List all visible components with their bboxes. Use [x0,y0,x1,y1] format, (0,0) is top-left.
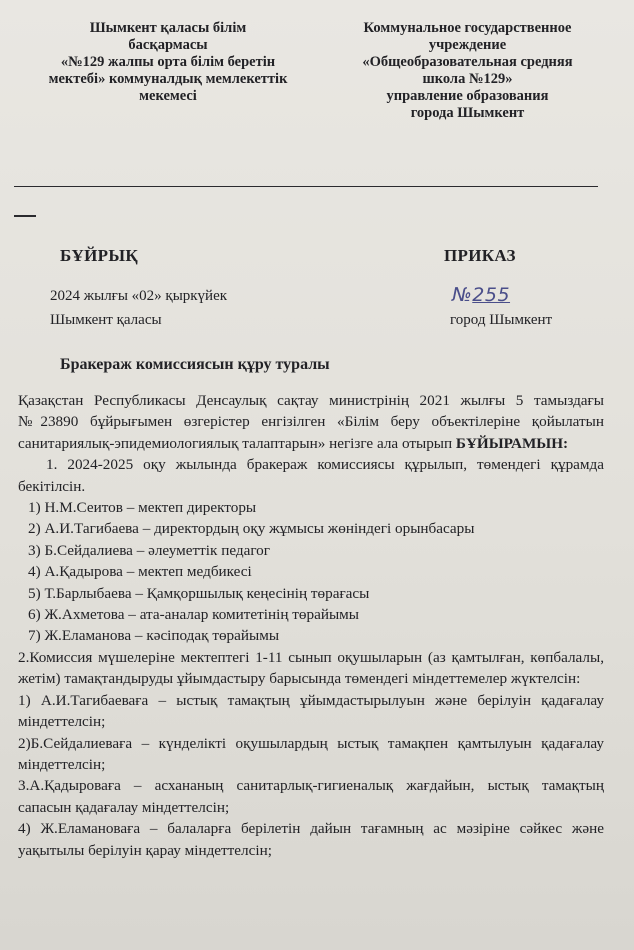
header-right-line: школа №129» [422,71,513,87]
handwritten-number: 255 [472,284,511,306]
header-left-line: басқармасы [128,37,208,53]
order-body [18,390,604,861]
header-right-ru [335,20,600,122]
paragraph-1: 1. 2024-2025 оқу жылында бракераж комиссиясы құрылып, төмендегі құрамда бекітілсін. [18,456,604,495]
order-subject: Бракераж комиссиясын құру туралы [60,356,330,373]
header-left-kz [18,20,318,105]
order-city-ru: город Шымкент [450,312,553,328]
divider-stub [14,215,36,217]
header-right-line: учреждение [428,37,507,53]
duty-item: 4) Ж.Еламановаға – балаларға берілетін дайын тағамның ас мәзіріне сәйкес және уақытылы берілуін қарау міндеттелсін; [18,820,604,859]
header-left-line: мекемесі [139,88,197,104]
header-right-line: города Шымкент [410,105,525,121]
header-left-line: Шымкент қаласы білім [89,20,247,36]
header-left-line: «№129 жалпы орта білім беретін [60,54,276,70]
order-title-kz: БҰЙРЫҚ [60,246,138,265]
duty-item: 2)Б.Сейдалиеваға – күнделікті оқушылардың ыстық тамақпен қамтылуын қадағалау міндеттелсін; [18,734,604,773]
paragraph-2: 2.Комиссия мүшелеріне мектептегі 1-11 сынып оқушыларын (аз қамтылған, көпбалалы, жетім) тамақтандыруды ұйымдастыру барысында төмендегі міндеттемелер жүктелсін: [18,648,604,688]
member-item: 7) Ж.Еламанова – кәсіподақ төрайымы [28,627,280,645]
order-date: 2024 жылғы «02» қыркүйек [50,288,228,304]
member-item: 1) Н.М.Сеитов – мектеп директоры [28,499,257,517]
preamble-text: Қазақстан Республикасы Денсаулық сақтау министрінің 2021 жылғы 5 тамыздағы №23890 бұйрығымен өзгерістер енгізілген «Білім беру объектілеріне қойылатын санитариялық-эпидемиологиялық талаптарын» негізге ала отырып [18,392,604,452]
order-number [452,284,510,306]
header-right-line: «Общеобразовательная средняя [362,54,573,70]
preamble-paragraph [18,390,604,454]
duty-item: 3.А.Қадыроваға – асхананың санитарлық-гигиеналық жағдайын, ыстық тамақтың сапасын қадағалау міндеттелсін; [18,777,604,816]
order-title-ru: ПРИКАЗ [444,246,516,265]
decree-word: БҰЙЫРАМЫН: [455,434,569,452]
duty-item: 1) А.И.Тагибаеваға – ыстық тамақтың ұйымдастырылуын және берілуін қадағалау міндеттелсін; [18,691,604,731]
member-item: 5) Т.Барлыбаева – Қамқоршылық кеңесінің төрағасы [28,584,370,602]
header-left-line: мектебі» коммуналдық мемлекеттік [48,71,288,87]
member-item: 4) А.Қадырова – мектеп медбикесі [28,563,252,581]
header-right-line: Коммунальное государственное [363,20,572,36]
member-item: 3) Б.Сейдалиева – әлеуметтік педагог [28,541,271,559]
member-item: 6) Ж.Ахметова – ата-аналар комитетінің төрайымы [28,606,359,624]
member-item: 2) А.И.Тагибаева – директордың оқу жұмысы жөніндегі орынбасары [28,520,475,538]
order-city-kz: Шымкент қаласы [50,312,162,328]
header-right-line: управление образования [386,88,549,104]
number-sign: № [452,284,473,306]
header-divider [14,186,598,187]
